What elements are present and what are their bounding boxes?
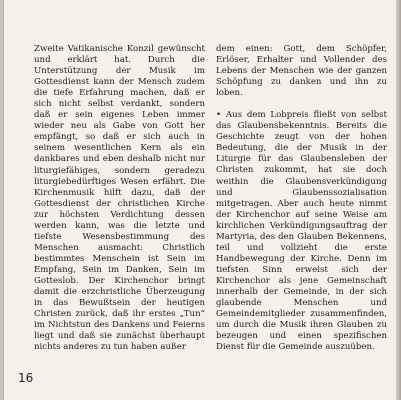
right-column-continuation: dem einen: Gott, dem Schöpfer, Erlöser, Erhalter und Vollender des Lebens der Menschen wie der ganzen Schöpfung zu danken und ihn zu loben. bbox=[216, 44, 387, 99]
right-column bbox=[216, 44, 387, 353]
bullet-paragraph bbox=[216, 110, 387, 353]
left-column bbox=[34, 44, 205, 353]
left-column-paragraph: Zweite Vatikanische Konzil gewünscht und erklärt hat. Durch die Unterstützung der Musik im Gottesdienst kann der Mensch zudem die tiefe Erfahrung machen, daß er sich nicht selbst verdankt, sondern daß er sein eigenes Leben immer wieder neu als Gabe von Gott her empfängt, so daß er sich auch in seinem wesentlichen Kern als ein dankbares und eben deshalb nicht nur liturgiefähiges, sondern geradezu liturgiebedürftiges Wesen erfährt. Die Kirchenmusik hilft dazu, daß der Gottesdienst der christlichen Kirche zur höchsten Verdichtung dessen werden kann, was die letzte und tiefste Wesensbestimmung des Menschen ausmacht: Christlich bestimmtes Menschein ist Sein im Empfang, Sein im Danken, Sein im Gotteslob. Der Kirchenchor bringt damit die erzchristliche Überzeugung in das Bewußtsein der heutigen Christen zurück, daß ihr erstes „Tun“ im Nichtstun des Dankens und Feierns liegt und daß sie zunächst überhaupt nichts anderes zu tun haben außer bbox=[34, 44, 205, 353]
bullet-icon: • bbox=[216, 110, 222, 121]
page-edge-shadow bbox=[396, 0, 401, 400]
book-page bbox=[3, 0, 397, 400]
page-number: 16 bbox=[18, 371, 34, 385]
bullet-paragraph-text: Aus dem Lobpreis fließt von selbst das Glaubensbekenntnis. Bereits die Geschichte zeugt von der hohen Bedeutung, die der Musik in der Liturgie für das Glaubensleben der Christen zukommt, hat sie doch weithin die Glaubensverkündigung und Glaubenssozialisation mitgetragen. Aber auch heute nimmt der Kirchenchor auf seine Weise am kirchlichen Verkündigungsauftrag der Martyria, des den Glauben Bekennens, teil und vollzieht die erste Handbewegung der Kirche. Denn im tiefsten Sinn erweist sich der Kirchenchor als jene Gemeinschaft innerhalb der Gemeinde, in der sich glaubende Menschen und Gemeindemitglieder zusammenfinden, um durch die Musik ihren Glauben zu bezeugen und einen spezifischen Dienst für die Gemeinde auszuüben. bbox=[216, 110, 387, 353]
